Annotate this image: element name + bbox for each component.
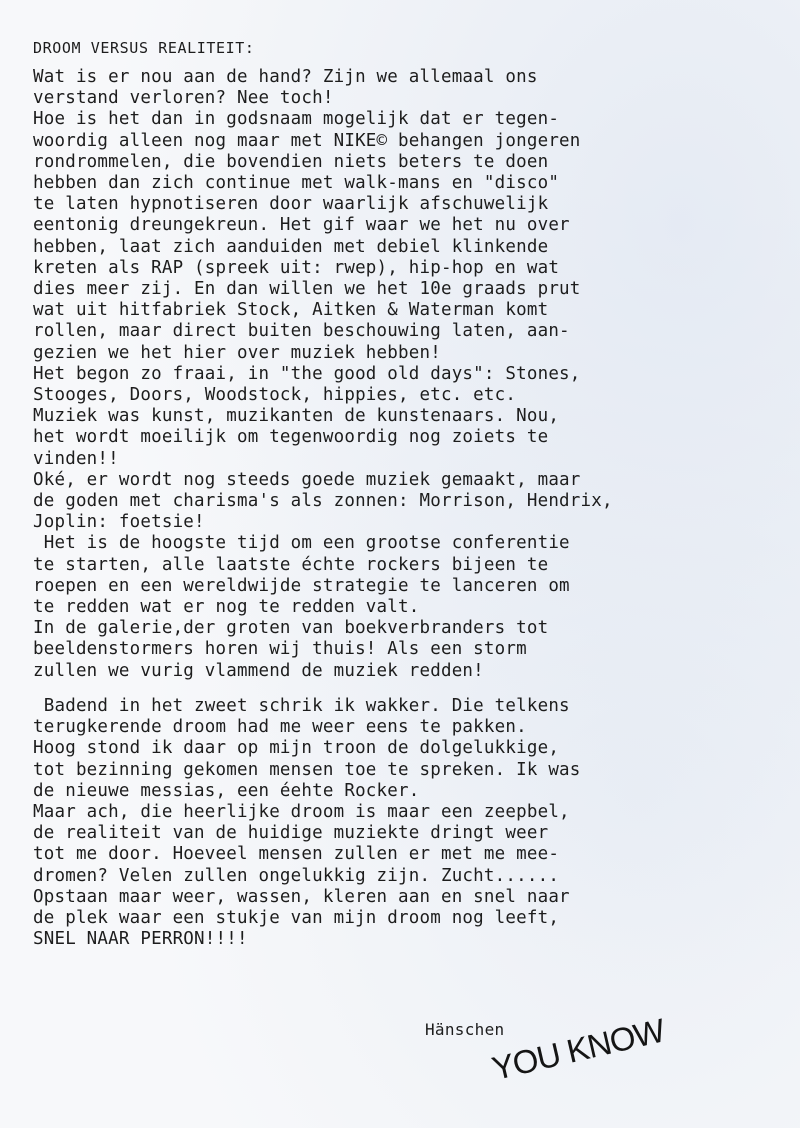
paragraph-gap (33, 682, 793, 696)
text-line: Het is de hoogste tijd om een grootse conferentie (33, 533, 570, 554)
text-line: het wordt moeilijk om tegenwoordig nog zoiets te (33, 427, 549, 448)
text-line: Hoog stond ik daar op mijn troon de dolgelukkige, (33, 738, 560, 759)
text-line: rollen, maar direct buiten beschouwing laten, aan- (33, 321, 570, 342)
text-line: In de galerie,der groten van boekverbranders tot (33, 618, 549, 639)
text-line: zullen we vurig vlammend de muziek redden! (33, 660, 484, 681)
text-line: verstand verloren? Nee toch! (33, 88, 334, 109)
text-line: rondrommelen, die bovendien niets beters te doen (33, 151, 549, 172)
text-line: eentonig dreungekreun. Het gif waar we het nu over (33, 215, 570, 236)
article-title: DROOM VERSUS REALITEIT: (33, 39, 255, 57)
text-line: Hoe is het dan in godsnaam mogelijk dat er tegen- (33, 109, 560, 130)
text-line: terugkerende droom had me weer eens te pakken. (33, 717, 527, 738)
text-line: Stooges, Doors, Woodstock, hippies, etc. etc. (33, 385, 517, 406)
text-line: woordig alleen nog maar met NIKE© behangen jongeren (33, 130, 581, 151)
author-signature: Hänschen (425, 1020, 505, 1039)
text-line: Oké, er wordt nog steeds goede muziek gemaakt, maar (33, 469, 581, 490)
text-line: roepen en een wereldwijde strategie te lanceren om (33, 575, 570, 596)
text-line: Wat is er nou aan de hand? Zijn we allemaal ons (33, 67, 538, 87)
text-line: Joplin: foetsie! (33, 512, 205, 533)
text-line: tot bezinning gekomen mensen toe te spreken. Ik was (33, 759, 581, 780)
text-line: hebben dan zich continue met walk-mans en "disco" (33, 173, 560, 194)
text-line: de nieuwe messias, een éehte Rocker. (33, 780, 420, 801)
text-line: de plek waar een stukje van mijn droom nog leeft, (33, 907, 560, 928)
text-line: vinden!! (33, 448, 119, 469)
text-line: te redden wat er nog te redden valt. (33, 597, 420, 618)
paragraph-dream (33, 67, 793, 682)
text-line: de goden met charisma's als zonnen: Morrison, Hendrix, (33, 491, 613, 512)
text-line: beeldenstormers horen wij thuis! Als een storm (33, 639, 527, 660)
text-line: de realiteit van de huidige muziekte dringt weer (33, 823, 549, 844)
text-line: SNEL NAAR PERRON!!!! (33, 929, 248, 950)
text-line: tot me door. Hoeveel mensen zullen er met me mee- (33, 844, 560, 865)
text-line: hebben, laat zich aanduiden met debiel klinkende (33, 236, 549, 257)
text-line: dies meer zij. En dan willen we het 10e graads prut (33, 279, 581, 300)
text-line: kreten als RAP (spreek uit: rwep), hip-hop en wat (33, 257, 560, 278)
text-line: te laten hypnotiseren door waarlijk afschuwelijk (33, 194, 549, 215)
you-know-stamp: YOU KNOW (488, 1011, 668, 1088)
text-line: dromen? Velen zullen ongelukkig zijn. Zucht...... (33, 865, 560, 886)
typed-article (33, 38, 793, 950)
text-line: te starten, alle laatste échte rockers bijeen te (33, 554, 549, 575)
text-line: Muziek was kunst, muzikanten de kunstenaars. Nou, (33, 406, 560, 427)
text-line: gezien we het hier over muziek hebben! (33, 342, 441, 363)
text-line: Opstaan maar weer, wassen, kleren aan en snel naar (33, 886, 570, 907)
text-line: Het begon zo fraai, in "the good old days": Stones, (33, 363, 581, 384)
text-line: Badend in het zweet schrik ik wakker. Die telkens (33, 695, 570, 716)
text-line: Maar ach, die heerlijke droom is maar een zeepbel, (33, 801, 570, 822)
paragraph-reality (33, 696, 793, 950)
text-line: wat uit hitfabriek Stock, Aitken & Waterman komt (33, 300, 549, 321)
